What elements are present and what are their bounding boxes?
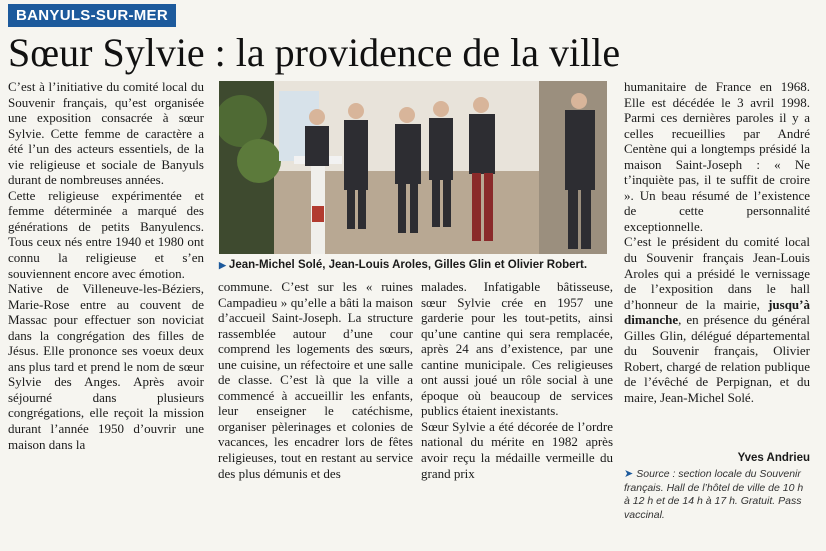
source-note	[624, 468, 810, 522]
caption-text: Jean-Michel Solé, Jean-Louis Aroles, Gilles Glin et Olivier Robert.	[228, 259, 588, 271]
caption-marker-icon: ▶	[219, 260, 226, 270]
paragraph: malades. Infatigable bâtisseuse, sœur Sylvie crée en 1957 une garderie pour les tout-petits, ainsi qu’une cantine qui sera remplacée, après 24 ans d’existence, par une cantine municipale. Ces religieuses ont aussi joué un rôle social à une époque où beaucoup de services publics étaient inexistants.	[421, 279, 613, 419]
arrow-icon: ➤	[624, 468, 637, 480]
column-3	[421, 279, 613, 481]
paragraph: Sœur Sylvie a été décorée de l’ordre national du mérite en 1982 après avoir reçu la médaille vermeille du grand prix	[421, 418, 613, 481]
text-run: , en présence du général Gilles Glin, délégué départemental du Souvenir français, Olivier Robert, chargé de relation publique de l’évêché de Perpignan, et du maire, Jean-Michel Solé.	[624, 312, 810, 405]
section-kicker: BANYULS-SUR-MER	[8, 4, 176, 27]
paragraph: commune. C’est sur les « ruines Campadieu » qu’elle a bâti la maison d’accueil Saint-Joseph. La structure rassemblée autour d’une cour comprend les logements des sœurs, une cuisine, un réfectoire et une salle de classe. C’est là que la ville a commencé à accueillir les enfants, leur enseigner le catéchisme, organiser pèlerinages et colonies de vacances, les encadrer lors de fêtes religieuses, tout en restant au service des plus démunis et des	[218, 279, 413, 481]
photo-illustration	[219, 81, 607, 254]
highlight-date: jusqu’à dimanche	[624, 296, 810, 328]
paragraph: C’est à l’initiative du comité local du Souvenir français, qu’est organisée une exposition consacrée à sœur Sylvie. Cette femme de caractère a été l’un des acteurs essentiels, de la vie religieuse et sociale de Banyuls durant de nombreuses années.	[8, 79, 204, 188]
column-2	[218, 279, 413, 481]
headline: Sœur Sylvie : la providence de la ville	[8, 30, 621, 75]
paragraph	[624, 234, 810, 405]
source-text: Source : section locale du Souvenir français. Hall de l’hôtel de ville de 10 h à 12 h et de 14 h à 17 h. Gratuit. Pass vaccinal.	[624, 468, 804, 521]
photo-caption	[219, 258, 611, 272]
author-signature: Yves Andrieu	[737, 452, 810, 464]
paragraph: humanitaire de France en 1968. Elle est décédée le 3 avril 1998. Parmi ces dernières paroles il y a celles recueillies par André Centène qui a longtemps présidé la maison Saint-Joseph : « Ne t’inquiète pas, il te suffit de croire ». Un beau résumé de l’existence de cette personnalité exceptionnelle.	[624, 79, 810, 234]
paragraph: Native de Villeneuve-les-Béziers, Marie-Rose entre au couvent de Massac pour effectuer son noviciat dans la congrégation des filles de Jésus. Elle prononce ses voeux deux ans plus tard et prend le nom de sœur Sylvie des Anges. Après avoir séjourné dans plusieurs congrégations, elle reçoit la mission durant l’année 1950 d’ouvrir une maison dans la	[8, 281, 204, 452]
article-photo	[219, 81, 607, 254]
text-run: C’est le président du comité local du Souvenir français Jean-Louis Aroles qui a présidé le vernissage de l’exposition dans le hall d’honneur de la mairie,	[624, 234, 810, 312]
column-4	[624, 79, 810, 405]
column-1	[8, 79, 204, 452]
paragraph: Cette religieuse expérimentée et femme déterminée a marqué des générations de petits Banyulencs. Tous ceux nés entre 1940 et 1980 ont connu la religieuse et s’en souviennent encore avec émotion.	[8, 187, 204, 281]
